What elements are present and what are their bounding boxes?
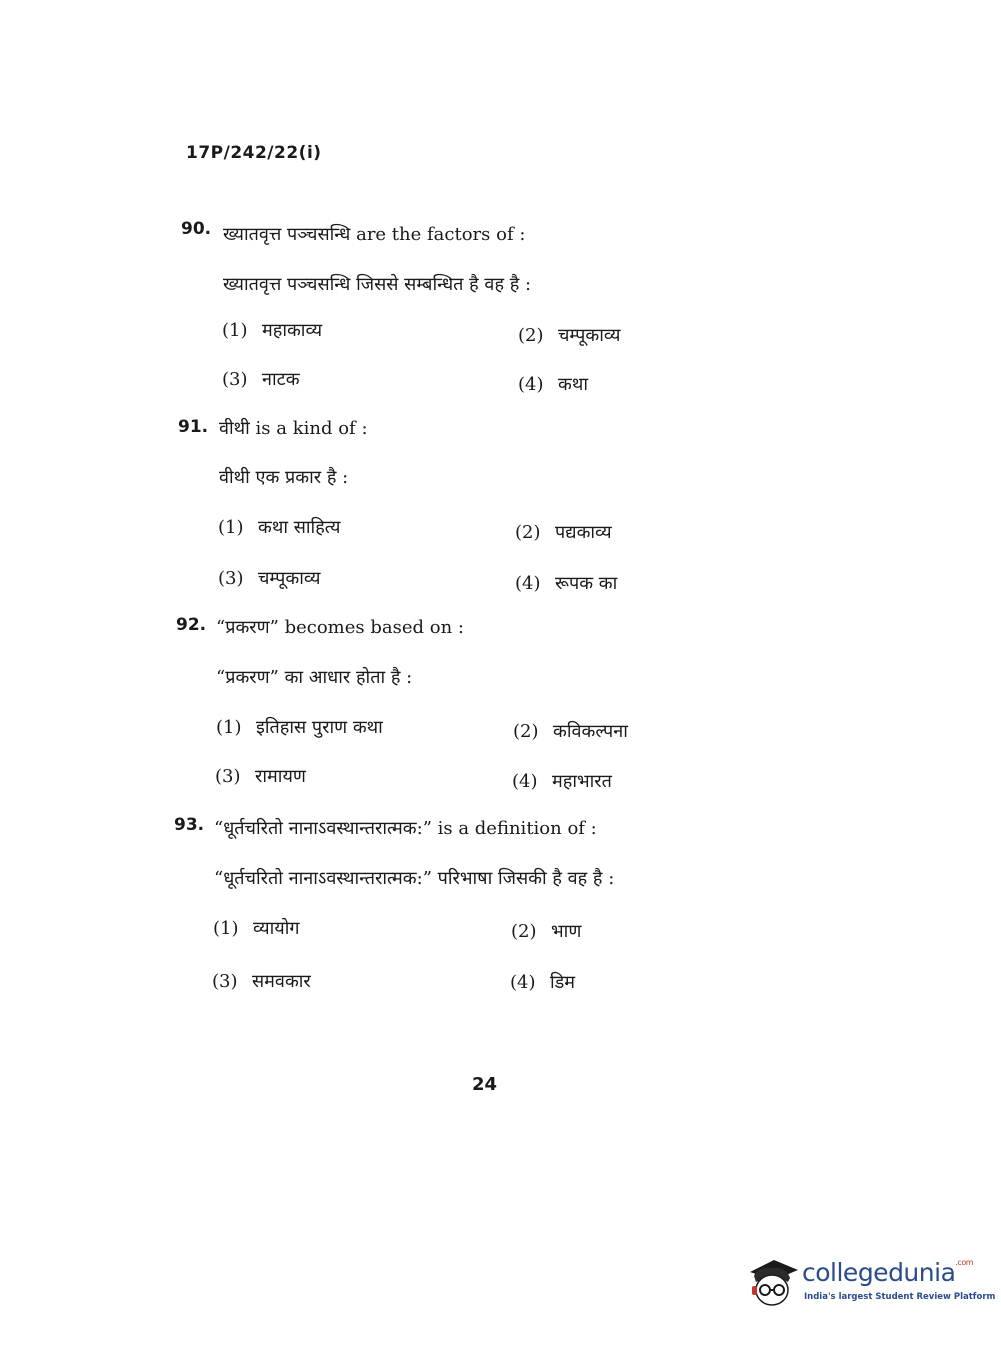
mascot-logo-icon — [744, 1252, 802, 1310]
option-4 — [518, 372, 588, 396]
option-4 — [515, 571, 617, 595]
option-1 — [222, 318, 322, 342]
paper-code: 17P/242/22(i) — [186, 143, 322, 163]
brand-suffix: .com — [955, 1258, 974, 1267]
option-2 — [511, 919, 581, 943]
option-number: (2) — [518, 325, 544, 346]
option-number: (2) — [511, 921, 537, 942]
option-3 — [222, 367, 300, 391]
question-text-english: वीथी is a kind of : — [219, 418, 368, 439]
page-number: 24 — [472, 1074, 498, 1095]
question-text-english: “धूर्तचरितो नानाऽवस्थान्तरात्मक:” is a definition of : — [214, 818, 597, 839]
option-number: (3) — [215, 766, 241, 787]
option-text: चम्पूकाव्य — [558, 325, 621, 346]
question-text-hindi: वीथी एक प्रकार है : — [219, 467, 349, 488]
brand-tagline: India's largest Student Review Platform — [804, 1292, 996, 1302]
option-text: भाण — [551, 921, 582, 942]
option-text: रूपक का — [555, 573, 618, 594]
brand-name-text: collegedunia — [802, 1258, 956, 1287]
option-number: (2) — [515, 522, 541, 543]
option-text: चम्पूकाव्य — [258, 568, 321, 589]
question-number: 90. — [181, 219, 212, 239]
option-3 — [215, 764, 306, 788]
option-number: (4) — [515, 573, 541, 594]
option-text: व्यायोग — [253, 918, 300, 939]
option-4 — [512, 769, 612, 793]
question-number: 93. — [174, 815, 205, 835]
option-number: (4) — [512, 771, 538, 792]
question-text-hindi: “धूर्तचरितो नानाऽवस्थान्तरात्मक:” परिभाषा जिसकी है वह है : — [214, 868, 615, 889]
option-number: (3) — [218, 568, 244, 589]
option-number: (4) — [518, 374, 544, 395]
question-text-english: “प्रकरण” becomes based on : — [216, 617, 464, 638]
option-number: (1) — [222, 320, 248, 341]
question-text-hindi: “प्रकरण” का आधार होता है : — [216, 667, 413, 688]
question-number: 92. — [176, 615, 207, 635]
option-number: (2) — [513, 721, 539, 742]
option-number: (3) — [212, 971, 238, 992]
option-number: (1) — [213, 918, 239, 939]
brand-watermark — [744, 1252, 996, 1314]
brand-name — [802, 1258, 973, 1287]
option-number: (4) — [510, 972, 536, 993]
option-3 — [212, 969, 311, 993]
option-1 — [216, 715, 383, 739]
option-text: कथा साहित्य — [258, 517, 341, 538]
option-text: नाटक — [262, 369, 300, 390]
option-text: कविकल्पना — [553, 721, 628, 742]
option-text: इतिहास पुराण कथा — [256, 717, 383, 738]
option-text: समवकार — [252, 971, 311, 992]
question-text-hindi: ख्यातवृत्त पञ्चसन्धि जिससे सम्बन्धित है वह है : — [223, 274, 532, 295]
option-text: महाभारत — [552, 771, 612, 792]
option-text: कथा — [558, 374, 588, 395]
option-text: महाकाव्य — [262, 320, 323, 341]
question-text-english: ख्यातवृत्त पञ्चसन्धि are the factors of : — [223, 224, 526, 245]
option-4 — [510, 970, 575, 994]
option-text: पद्यकाव्य — [555, 522, 612, 543]
option-1 — [218, 515, 340, 539]
option-2 — [513, 719, 628, 743]
option-number: (1) — [216, 717, 242, 738]
option-text: डिम — [550, 972, 576, 993]
option-1 — [213, 916, 300, 940]
question-number: 91. — [178, 417, 209, 437]
option-text: रामायण — [255, 766, 306, 787]
option-number: (1) — [218, 517, 244, 538]
option-3 — [218, 566, 320, 590]
option-2 — [518, 323, 620, 347]
option-2 — [515, 520, 612, 544]
option-number: (3) — [222, 369, 248, 390]
